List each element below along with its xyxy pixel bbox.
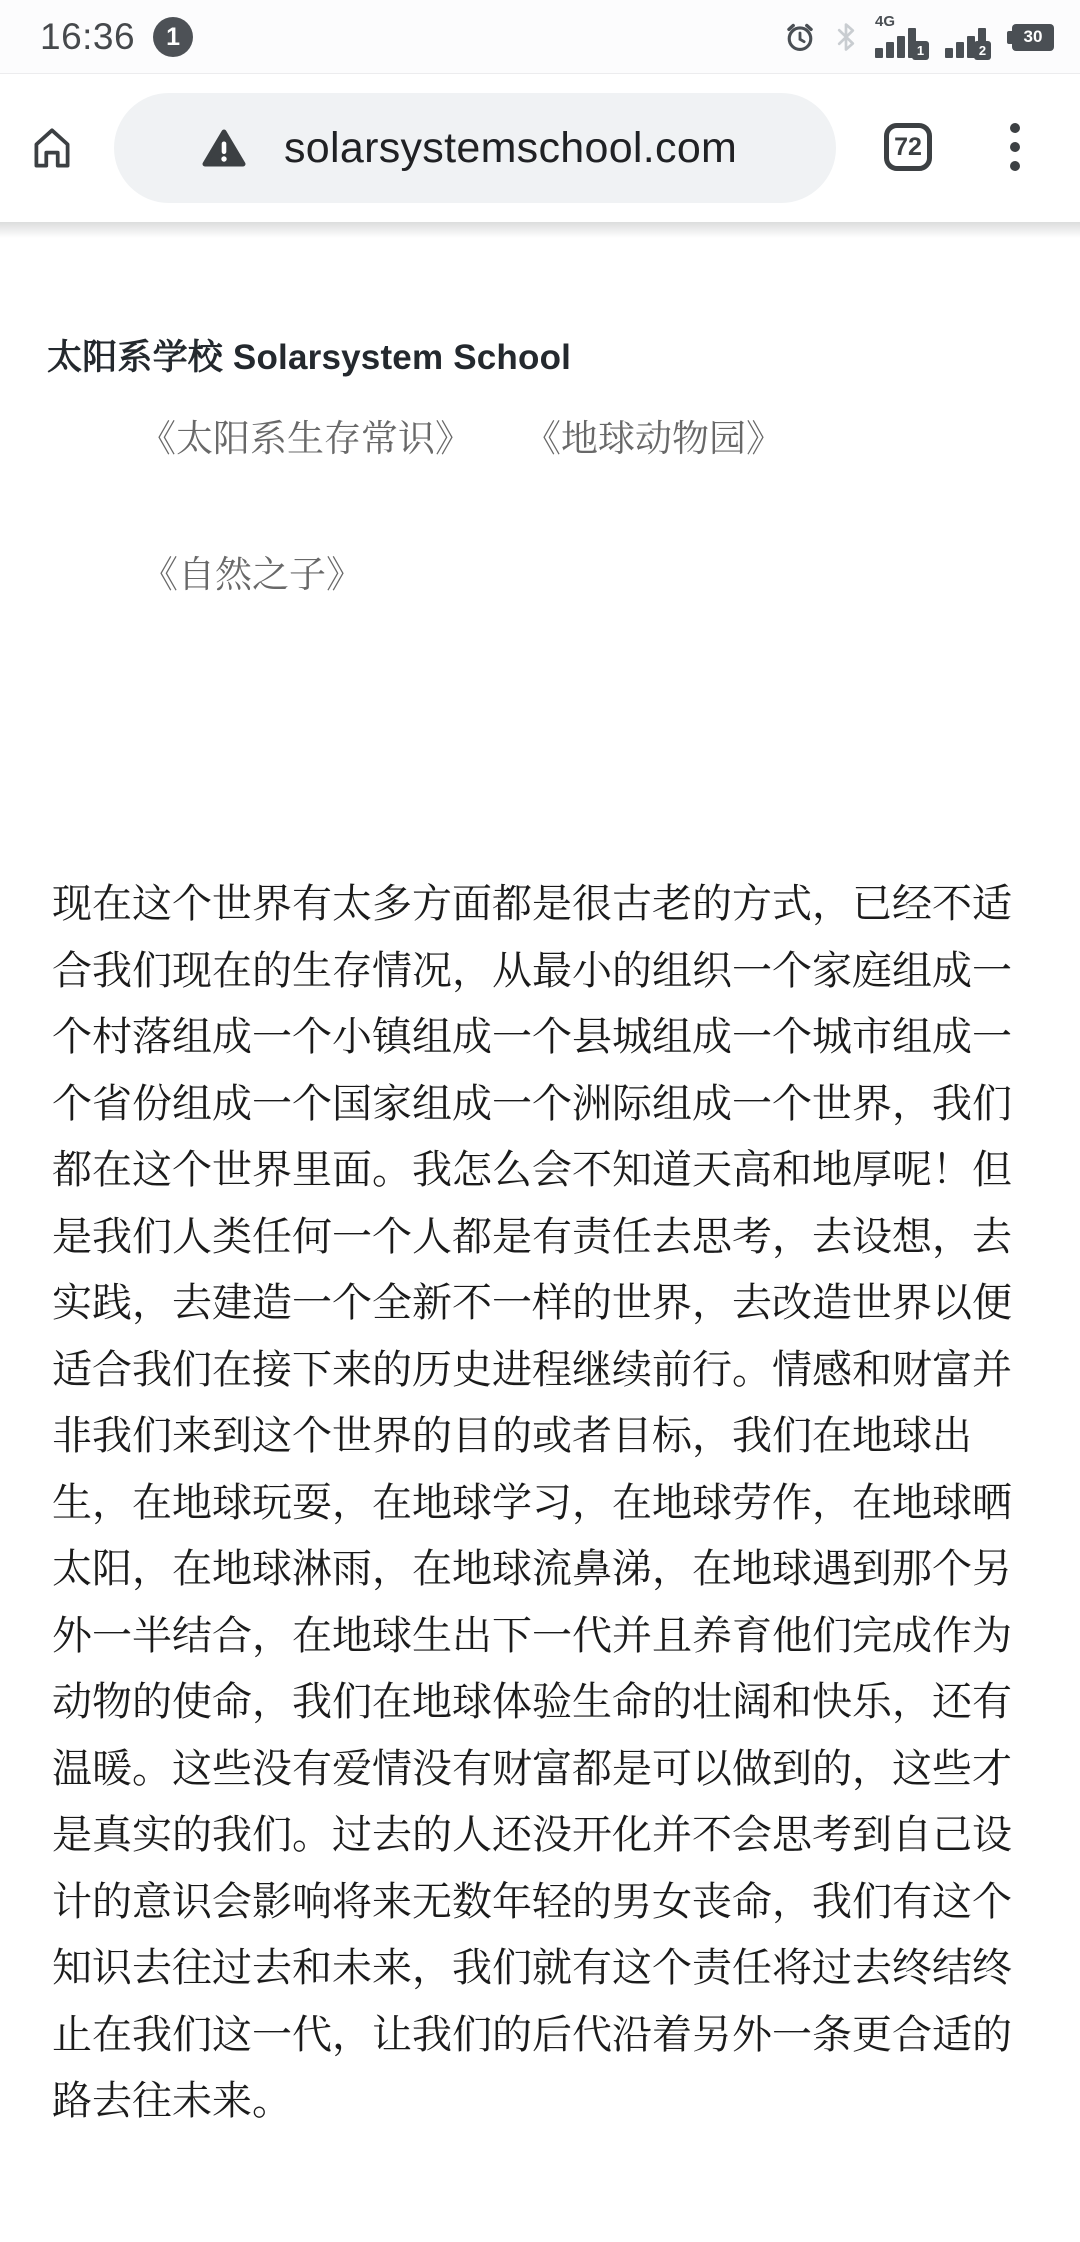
home-icon[interactable] bbox=[26, 122, 78, 174]
browser-toolbar bbox=[0, 75, 1080, 222]
tab-switcher-button[interactable] bbox=[884, 123, 932, 171]
alarm-icon bbox=[783, 20, 817, 54]
notification-count-icon: 1 bbox=[153, 17, 193, 57]
url-bar[interactable] bbox=[114, 93, 836, 203]
clock-time: 16:36 bbox=[40, 16, 136, 57]
bluetooth-icon bbox=[833, 20, 859, 54]
signal-bars-sim1 bbox=[875, 28, 916, 58]
status-bar-left bbox=[40, 0, 193, 74]
overflow-menu-icon[interactable] bbox=[1000, 119, 1030, 175]
link-child-of-nature[interactable]: 《自然之子》 bbox=[141, 554, 363, 595]
status-bar bbox=[0, 0, 1080, 74]
network-type-label: 4G bbox=[875, 13, 896, 30]
link-earth-zoo[interactable]: 《地球动物园》 bbox=[524, 418, 783, 459]
sim2-number-badge: 2 bbox=[974, 41, 991, 60]
signal-strength-sim2-icon bbox=[945, 14, 991, 60]
link-solar-system-survival[interactable]: 《太阳系生存常识》 bbox=[139, 418, 472, 459]
signal-strength-sim1-icon bbox=[875, 14, 929, 60]
article-paragraph: 现在这个世界有太多方面都是很古老的方式，已经不适合我们现在的生存情况，从最小的组织一个家庭组成一个村落组成一个小镇组成一个县城组成一个城市组成一个省份组成一个国家组成一个洲际组成一个世界，我们都在这个世界里面。我怎么会不知道天高和地厚呢！但是我们人类任何一个人都是有责任去思考，去设想，去实践，去建造一个全新不一样的世界，去改造世界以便适合我们在接下来的历史进程继续前行。情感和财富并非我们来到这个世界的目的或者目标，我们在地球出生，在地球玩耍，在地球学习，在地球劳作，在地球晒太阳，在地球淋雨，在地球流鼻涕，在地球遇到那个另外一半结合，在地球生出下一代并且养育他们完成作为动物的使命，我们在地球体验生命的壮阔和快乐，还有温暖。这些没有爱情没有财富都是可以做到的，这些才是真实的我们。过去的人还没开化并不会思考到自己设计的意识会影响将来无数年轻的男女丧命，我们有这个知识去往过去和未来，我们就有这个责任将过去终结终止在我们这一代，让我们的后代沿着另外一条更合适的路去往未来。 bbox=[52, 882, 1012, 2123]
url-text[interactable]: solarsystemschool.com bbox=[284, 123, 738, 172]
toolbar-shadow bbox=[0, 222, 1080, 238]
battery-icon bbox=[1007, 24, 1054, 51]
not-secure-warning-icon[interactable] bbox=[202, 128, 246, 168]
status-bar-right bbox=[783, 0, 1054, 74]
tab-count: 72 bbox=[894, 132, 922, 161]
sim1-number-badge: 1 bbox=[912, 41, 929, 60]
battery-percentage: 30 bbox=[1012, 24, 1054, 51]
page-title: 太阳系学校 Solarsystem School bbox=[47, 338, 572, 377]
